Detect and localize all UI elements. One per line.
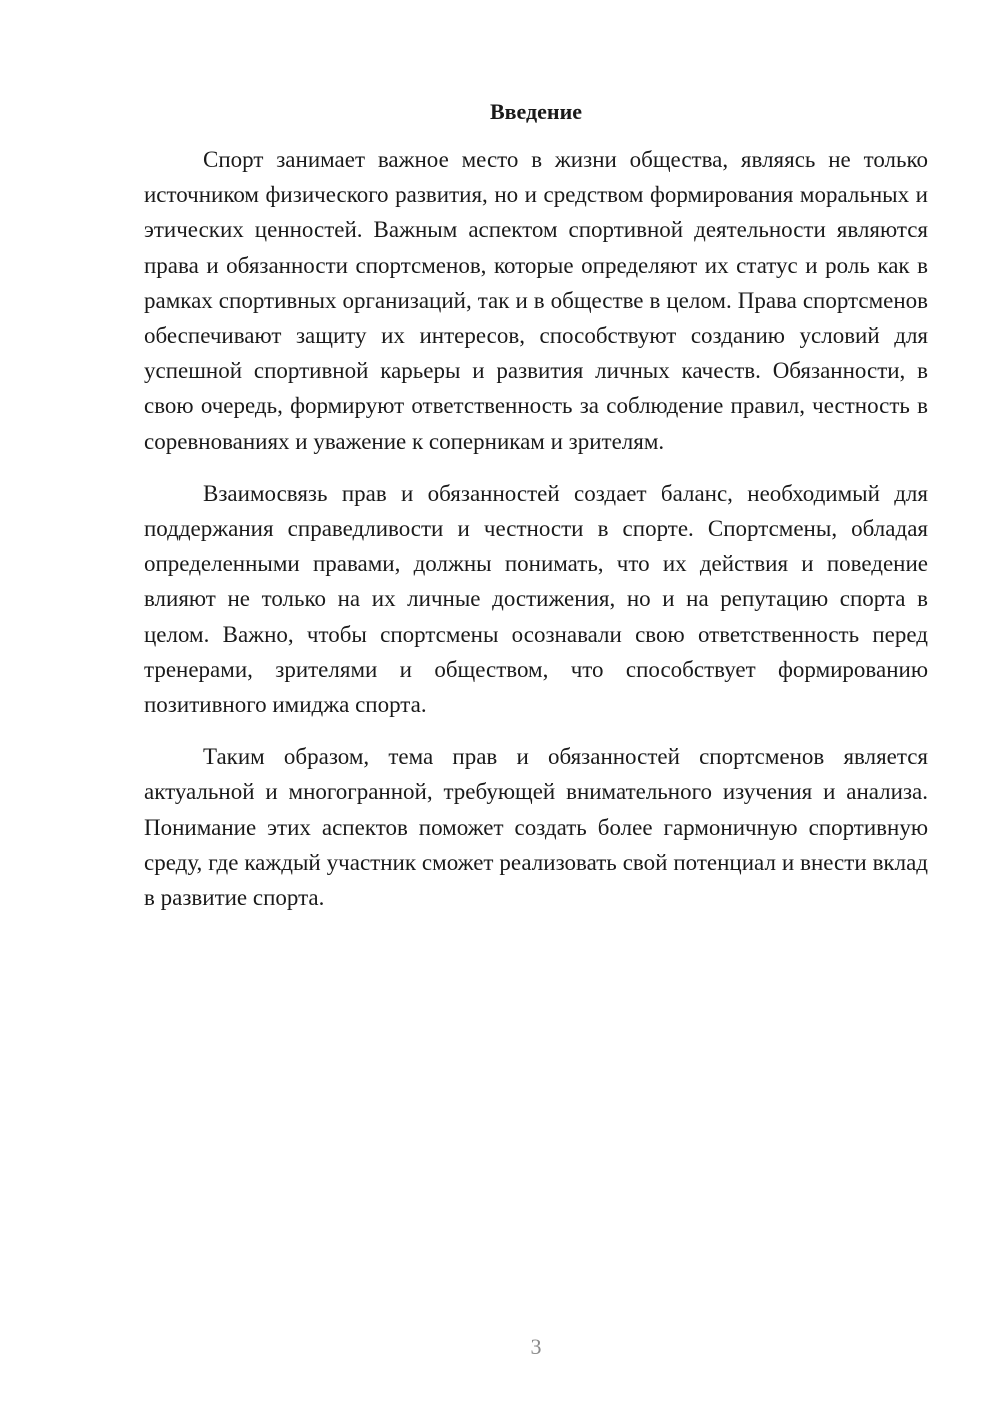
section-heading: Введение [489,99,583,124]
paragraph-3: Таким образом, тема прав и обязанностей спортсменов является актуальной и многогранной, требующей внимательного изучения и анализа. Понимание этих аспектов поможет создать более гармоничную спортивную среду, где каждый участник сможет реализовать свой потенциал и внести вклад в развитие спорта. [144,744,928,911]
paragraph-2: Взаимосвязь прав и обязанностей создает баланс, необходимый для поддержания справедливости и честности в спорте. Спортсмены, обладая определенными правами, должны понимать, что их действия и поведение влияют не только на их личные достижения, но и на репутацию спорта в целом. Важно, чтобы спортсмены осознавали свою ответственность перед тренерами, зрителями и обществом, что способствует формированию позитивного имиджа спорта. [144,480,928,718]
paragraph-1: Спорт занимает важное место в жизни общества, являясь не только источником физического развития, но и средством формирования моральных и этических ценностей. Важным аспектом спортивной деятельности являются права и обязанности спортсменов, которые определяют их статус и роль как в рамках спортивных организаций, так и в обществе в целом. Права спортсменов обеспечивают защиту их интересов, способствуют созданию условий для успешной спортивной карьеры и развития личных качеств. Обязанности, в свою очередь, формируют ответственность за соблюдение правил, честность в соревнованиях и уважение к соперникам и зрителям. [144,147,928,454]
section-body [144,142,928,932]
page-number: 3 [530,1334,542,1359]
